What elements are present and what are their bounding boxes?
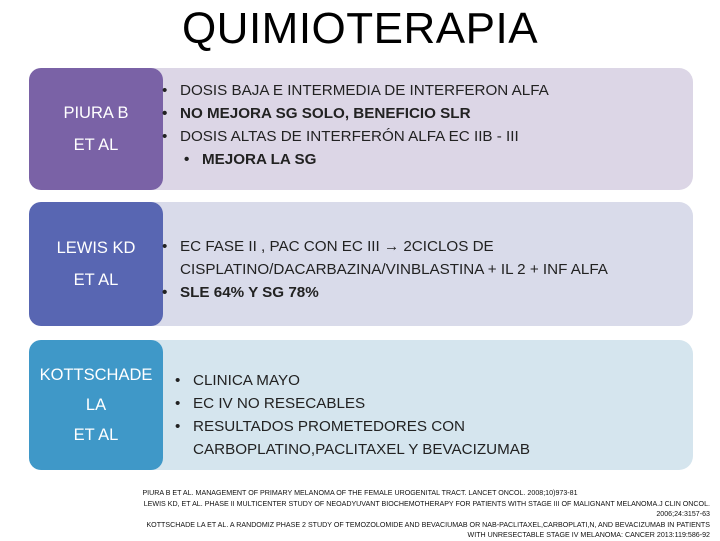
badge-line: LEWIS KD [56, 239, 136, 257]
bullet-item: • DOSIS ALTAS DE INTERFERÓN ALFA EC IIB - III [160, 125, 680, 148]
bullet-item: • EC FASE II , PAC CON EC III → 2CICLOS DE CISPLATINO/DACARBAZINA/VINBLASTINA + IL 2 + INF ALFA [160, 235, 675, 281]
badge-line: LA [85, 396, 107, 414]
reference-line: LEWIS KD, ET AL. PHASE II MULTICENTER STUDY OF NEOADYUVANT BIOCHEMOTHERAPY FOR PATIENTS WITH STAGE III OF MALIGNANT MELANOMA.J CLIN ONCOL. [143, 499, 710, 508]
badge-line: PIURA B [63, 104, 129, 122]
bullet-item: • SLE 64% Y SG 78% [160, 281, 675, 304]
study-author-badge [29, 340, 163, 470]
reference-line: KOTTSCHADE LA ET AL. A RANDOMIZ PHASE 2 STUDY OF TEMOZOLOMIDE AND BEVACIUMAB OR NAB-PACLITAXEL,CARBOPLATI,N, AND BEVACIZUMAB IN PATIENTS [146, 520, 710, 529]
badge-line: KOTTSCHADE [39, 366, 153, 384]
study-author-badge [29, 68, 163, 190]
badge-line: ET AL [73, 136, 119, 154]
bullet-item: • RESULTADOS PROMETEDORES CON CARBOPLATINO,PACLITAXEL Y BEVACIZUMAB [173, 415, 563, 461]
badge-line: ET AL [73, 271, 119, 289]
bullet-item: • NO MEJORA SG SOLO, BENEFICIO SLR [160, 102, 680, 125]
study-author-badge [29, 202, 163, 326]
bullet-item: • EC IV NO RESECABLES [173, 392, 563, 415]
study-bullets [173, 369, 563, 461]
references [10, 488, 710, 541]
badge-line: ET AL [73, 426, 119, 444]
study-bullets [160, 235, 675, 304]
bullet-item: • CLINICA MAYO [173, 369, 563, 392]
reference-line: PIURA B ET AL. MANAGEMENT OF PRIMARY MELANOMA OF THE FEMALE UROGENITAL TRACT. LANCET ONCOL. 2008;10)973-81 [142, 489, 578, 497]
slide-title: QUIMIOTERAPIA [181, 4, 539, 53]
study-bullets [160, 79, 680, 171]
study-row-kottschade [29, 340, 693, 470]
bullet-sub-item: • MEJORA LA SG [160, 148, 680, 171]
study-row-piura [29, 68, 693, 190]
reference-line: WITH UNRESECTABLE STAGE IV MELANOMA: CANCER 2013:119:586-92 [467, 531, 710, 539]
study-row-lewis [29, 202, 693, 326]
reference-line: 2006;24:3157-63 [656, 510, 710, 518]
bullet-item: • DOSIS BAJA E INTERMEDIA DE INTERFERON ALFA [160, 79, 680, 102]
